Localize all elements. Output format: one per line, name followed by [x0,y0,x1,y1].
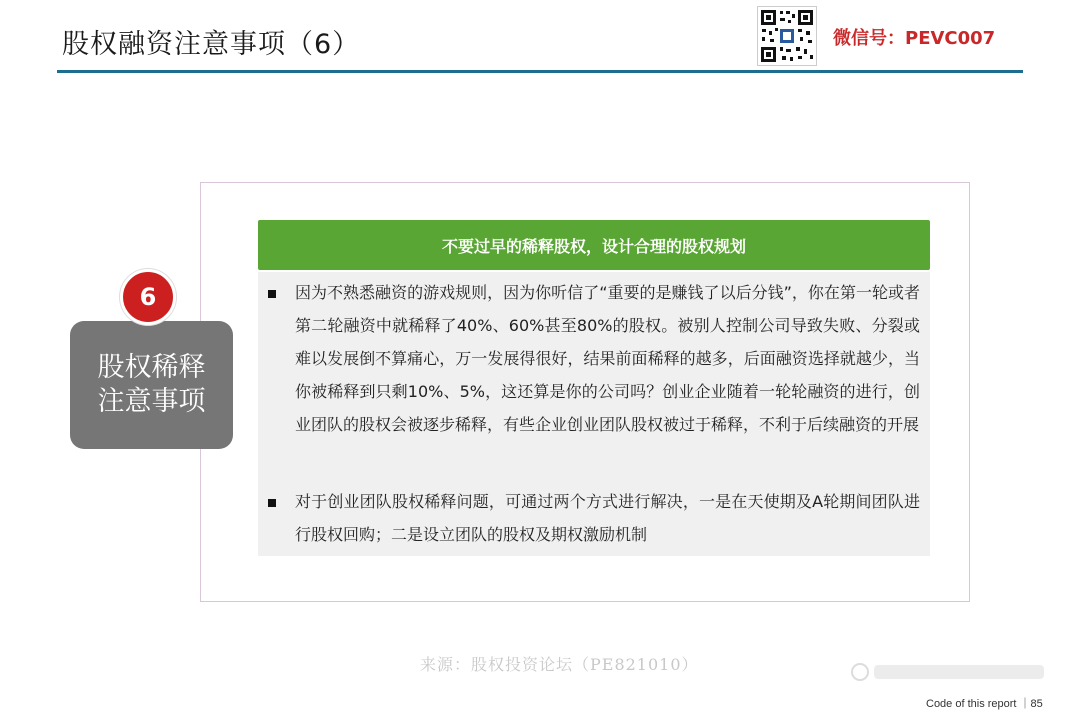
list-item [258,276,918,441]
bullet-box [258,272,930,556]
list-item [258,485,918,551]
header-divider [57,70,1023,73]
bullet-text: 因为不熟悉融资的游戏规则，因为你听信了“重要的是赚钱了以后分钱”，你在第一轮或者第二轮融资中就稀释了40%、60%甚至80%的股权。被别人控制公司导致失败、分裂或难以发展倒不算痛心，万一发展得很好，结果前面稀释的越多，后面融资选择就越少，当你被稀释到只剩10%、5%，这还算是你的公司吗？创业企业随着一轮轮融资的进行，创业团队的股权会被逐步稀释，有些企业创业团队股权被过于稀释，不利于后续融资的开展 [295,283,920,434]
panel-heading: 不要过早的稀释股权，设计合理的股权规划 [258,220,930,270]
watermark-logo [850,660,1050,684]
qr-code-icon [757,6,817,66]
bullet-square-icon [268,499,276,507]
source-note: 来源：股权投资论坛（PE821010） [420,655,699,674]
wechat-id: 微信号：PEVC007 [833,28,996,49]
bullet-square-icon [268,290,276,298]
section-number-badge: 6 [120,269,176,325]
section-label-line1: 股权稀释 [97,352,206,383]
page-title: 股权融资注意事项（6） [62,29,361,60]
section-label-line2: 注意事项 [97,386,206,417]
section-label [70,321,233,449]
footer-report-code: Code of this report ｜85 [926,698,1043,710]
bullet-text: 对于创业团队股权稀释问题，可通过两个方式进行解决，一是在天使期及A轮期间团队进行股权回购；二是设立团队的股权及期权激励机制 [295,492,920,544]
